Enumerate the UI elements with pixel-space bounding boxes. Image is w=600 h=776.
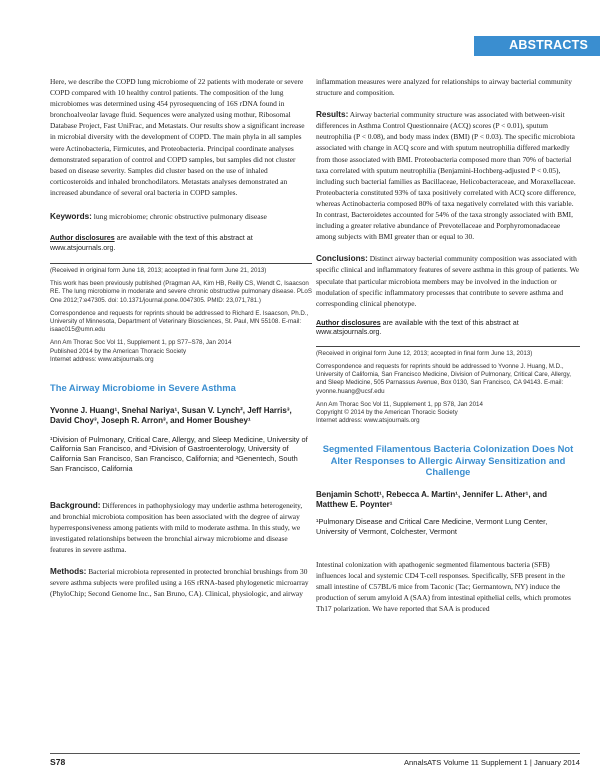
keywords-label: Keywords: (50, 212, 92, 222)
page-number: S78 (50, 757, 66, 767)
section-header-label: ABSTRACTS (509, 38, 588, 52)
affiliations-sfb: ¹Pulmonary Disease and Critical Care Medicine, Vermont Lung Center, University of Vermont, Colchester, Vermont (316, 516, 548, 536)
sfb-intro-paragraph: Intestinal colonization with apathogenic segmented filamentous bacteria (SFB) influences local and systemic CD4 T-cell responses. Specifically, SFB present in the small intestine of C57BL/6 mice from Taconic (Tac; Germantown, NY) induce the production of serum amyloid A (SAA) from intestinal epithelial cells, which promotes Th17 polarization. We have reported that SAA is produced (316, 559, 571, 613)
affiliations-airway-microbiome: ¹Division of Pulmonary, Critical Care, Allergy, and Sleep Medicine, University of California San Francisco, and ²Division of Gastroenterology, University of California San Francisco, San Francisco, California; and ³Genentech, South San Francisco, California (50, 434, 308, 473)
intro-paragraph: Here, we describe the COPD lung microbiome of 22 patients with moderate or severe COPD compared with 10 healthy control patients. The composition of the lung microbiomes was determined using 454 pyrosequencing of 16S rDNA found in bronchoalveolar lavage fluid. Sequences were analyzed using mothur, Ribosomal Database Project, Fast UniFrac, and Metastats. Our results show a significant increase in microbial diversity with the development of COPD. The main phyla in all samples were Actinobacteria, Firmicutes, and Proteobacteria. Principal coordinate analyses demonstrated separation of control and COPD samples, but samples did not cluster based on disease severity. Samples did cluster based on the use of inhaled corticosteroids and inhaled bronchodilators. Metastats analyses demonstrated an increased abundance of several oral bacteria in COPD samples. (50, 77, 305, 197)
results-paragraph (316, 109, 580, 242)
authors-sfb: Benjamin Schott¹, Rebecca A. Martin¹, Jennifer L. Ather¹, and Matthew E. Poynter¹ (316, 489, 547, 510)
results-label: Results: (316, 110, 349, 120)
conclusions-paragraph (316, 253, 580, 308)
continued-paragraph: inflammation measures were analyzed for relationships to airway bacterial community structure and composition. (316, 77, 572, 98)
right-column (316, 76, 580, 625)
citation-block-2 (316, 401, 580, 426)
results-text: Airway bacterial community structure was associated with between-visit differences in Asthma Control Questionnaire (ACQ) scores (P < 0.01), sputum neutrophilia (P < 0.08), and body mass index (BMI) (P < 0.03). The specific microbiota associated with change in ACQ score and with sputum neutrophilia differed markedly from those associated with BMI. Proteobacteria composed more than 70% of bacterial taxa correlated with sputum neutrophilia (Benjamini-Hochberg-adjusted P < 0.05), including such bacterial families as Bacillaceae, Helicobacteraceae, and Moraxellaceae. Proteobacteria constituted 93% of taxa positively correlated with ACQ score difference, whereas Actinobacteria composed 80% of taxa negatively correlated with this variable. In contrast, Bacteroidetes accounted for 54% of the taxa strongly associated with BMI, including a greater relative abundance of Prevotellaceae and Porphyromonadaceae among subjects with BMI greater than or equal to 30. (316, 110, 576, 242)
correspondence-note-2: Correspondence and requests for reprints should be addressed to Yvonne J. Huang, M.D., University of California, San Francisco Medicine, Division of Pulmonary, Critical Care, Allergy, and Sleep Medicine, 505 Parnassus Avenue, Box 0130, San Francisco, CA 94143. E-mail: yvonne.huang@ucsf.edu (316, 362, 571, 395)
correspondence-note: Correspondence and requests for reprints should be addressed to Richard E. Isaacson, Ph.D., University of Minnesota, Department of Veterinary Biosciences, St. Paul, MN 55108. E-mail: isaac015@umn.edu (50, 309, 309, 334)
citation: Ann Am Thorac Soc Vol 11, Supplement 1, pp S77–S78, Jan 2014 (50, 339, 232, 347)
keywords (50, 211, 312, 222)
conclusions-label: Conclusions: (316, 254, 368, 264)
section-header-bar (474, 36, 600, 56)
abstract-title-airway-microbiome: The Airway Microbiome in Severe Asthma (50, 382, 236, 394)
keywords-text: lung microbiome; chronic obstructive pulmonary disease (91, 212, 267, 222)
divider (50, 263, 312, 264)
authors-airway-microbiome: Yvonne J. Huang¹, Snehal Nariya¹, Susan V. Lynch², Jeff Harris³, David Choy³, Joseph R. Arron³, and Homer Boushey¹ (50, 405, 292, 426)
citation-2: Ann Am Thorac Soc Vol 11, Supplement 1, pp S78, Jan 2014 (316, 400, 483, 408)
author-disclosures-text: are available with the text of this abstract at www.atsjournals.org. (50, 234, 253, 252)
author-disclosures-link-2[interactable]: Author disclosures (316, 318, 381, 327)
internet-address-2: Internet address: www.atsjournals.org (316, 417, 420, 425)
methods-text: Bacterial microbiota represented in protected bronchial brushings from 30 severe asthma subjects were profiled using a 16S rRNA-based phylogenetic microarray (PhyloChip; Second Genome Inc., San Bruno, CA). Clinical, physiologic, and airway (50, 567, 309, 599)
abstract-title-sfb: Segmented Filamentous Bacteria Colonization Does Not Alter Responses to Allergic Airway Sensitization and Challenge (322, 443, 574, 478)
footer-divider (50, 753, 580, 754)
left-column (50, 76, 312, 611)
conclusions-text: Distinct airway bacterial community composition was associated with specific clinical and inflammatory features of severe asthma in this group of patients. We speculate that particular microbiota members may be involved in the induction or modulation of specific inflammatory processes that contribute to severe asthma and corresponding clinical phenotype. (316, 254, 580, 308)
divider-2 (316, 346, 580, 347)
methods-label: Methods: (50, 567, 87, 577)
copyright: Published 2014 by the American Thoracic Society (50, 347, 187, 355)
published-note: This work has been previously published (Pragman AA, Kim HB, Reilly CS, Wendt C, Isaacson RE. The lung microbiome in moderate and severe chronic obstructive pulmonary disease. PLoS One 2012;7:e47305. doi: 10.1371/journal.pone.0047305. PMID: 23,071,781.) (50, 280, 312, 304)
methods-paragraph (50, 566, 312, 599)
author-disclosures-text-2: are available with the text of this abstract at www.atsjournals.org. (316, 318, 519, 337)
internet-address: Internet address: www.atsjournals.org (50, 355, 154, 363)
received-note: (Received in original form June 18, 2013; accepted in final form June 21, 2013) (50, 267, 267, 275)
received-note-2: (Received in original form June 12, 2013; accepted in final form June 13, 2013) (316, 349, 533, 357)
background-paragraph (50, 500, 312, 555)
copyright-2: Copyright © 2014 by the American Thoracic Society (316, 409, 458, 416)
citation-block (50, 339, 312, 364)
author-disclosures-2 (316, 319, 580, 338)
author-disclosures (50, 234, 312, 253)
journal-footer: AnnalsATS Volume 11 Supplement 1 | January 2014 (403, 758, 580, 767)
background-text: Differences in pathophysiology may underlie asthma heterogeneity, and bronchial microbiota composition has been associated with the degree of airway hyperresponsiveness among patients with mild to moderate asthma. In this study, we investigated relationships between the bronchial airway microbiome and disease features in severe asthma. (50, 500, 303, 555)
background-label: Background: (50, 500, 101, 510)
author-disclosures-link[interactable]: Author disclosures (50, 234, 115, 243)
